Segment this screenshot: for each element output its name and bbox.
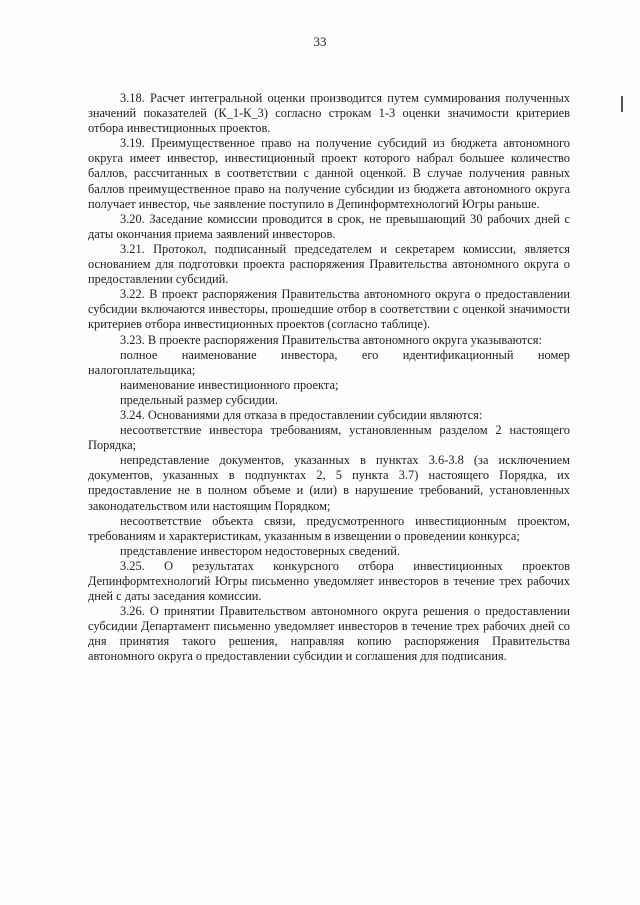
paragraph-3-20: 3.20. Заседание комиссии проводится в срок, не превышающий 30 рабочих дней с даты окончания приема заявлений инвесторов. — [88, 211, 570, 241]
paragraph-3-18: 3.18. Расчет интегральной оценки производится путем суммирования полученных значений показателей (К_1-К_3) согласно строкам 1-3 оценки значимости критериев отбора инвестиционных проектов. — [88, 91, 570, 136]
document-body — [88, 91, 570, 665]
list-item-subsidy-limit: предельный размер субсидии. — [120, 392, 278, 407]
list-item-requirements-mismatch: несоответствие инвестора требованиям, установленным разделом 2 настоящего Порядка; — [88, 423, 570, 453]
list-item-project-name: наименование инвестиционного проекта; — [120, 377, 339, 392]
paragraph-3-26: 3.26. О принятии Правительством автономного округа решения о предоставлении субсидии Департамент письменно уведомляет инвесторов в течение трех рабочих дней со дня принятия такого решения, направляя копию распоряжения Правительства автономного округа о предоставлении субсидии и соглашения для подписания. — [88, 604, 570, 664]
list-item-investor-name: полное наименование инвестора, его идентификационный номер налогоплательщика; — [88, 347, 570, 377]
paragraph-3-25: 3.25. О результатах конкурсного отбора инвестиционных проектов Депинформтехнологий Югры письменно уведомляет инвесторов в течение трех рабочих дней с даты заседания комиссии. — [88, 558, 570, 604]
paragraph-3-19: 3.19. Преимущественное право на получение субсидий из бюджета автономного округа имеет инвестор, инвестиционный проект которого набрал большее количество баллов, рассчитанных в соответствии с данной оценкой. В случае получения равных баллов преимущественное право на получение субсидии из бюджета автономного округа получает инвестор, чье заявление поступило в Депинформтехнологий Югры раньше. — [88, 136, 570, 211]
page-number: 33 — [313, 34, 327, 49]
paragraph-3-21: 3.21. Протокол, подписанный председателем и секретарем комиссии, является основанием для подготовки проекта распоряжения Правительства автономного округа о предоставлении субсидий. — [88, 241, 570, 287]
paragraph-3-24: 3.24. Основаниями для отказа в предоставлении субсидии являются: — [120, 407, 483, 422]
margin-mark — [621, 96, 623, 112]
list-item-documents-missing: непредставление документов, указанных в пунктах 3.6-3.8 (за исключением документов, указанных в подпунктах 2, 5 пункта 3.7) настоящего Порядка, их предоставление не в полном объеме и (или) в нарушение требований, установленных законодательством или настоящим Порядком; — [88, 453, 570, 513]
paragraph-3-23: 3.23. В проекте распоряжения Правительства автономного округа указываются: — [120, 332, 542, 347]
list-item-object-mismatch: несоответствие объекта связи, предусмотренного инвестиционным проектом, требованиям и характеристикам, указанным в извещении о проведении конкурса; — [88, 513, 570, 543]
list-item-false-information: представление инвестором недостоверных сведений. — [120, 543, 400, 558]
paragraph-3-22: 3.22. В проект распоряжения Правительства автономного округа о предоставлении субсидии включаются инвесторы, прошедшие отбор в соответствии с оценкой значимости критериев отбора инвестиционных проектов (согласно таблице). — [88, 287, 570, 332]
